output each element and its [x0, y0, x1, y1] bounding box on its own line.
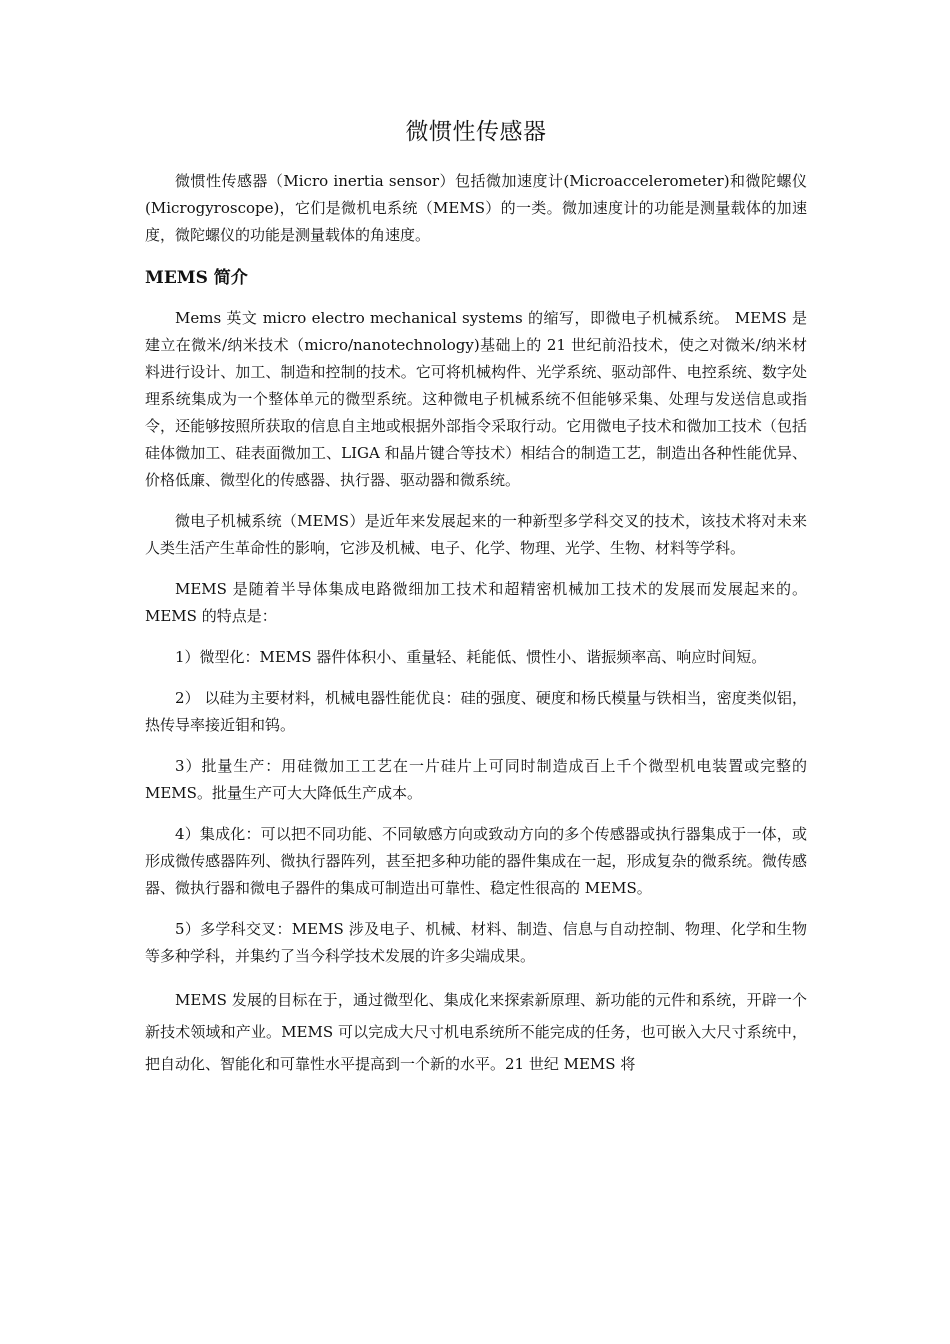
feature-item: 5）多学科交叉：MEMS 涉及电子、机械、材料、制造、信息与自动控制、物理、化学和生物等多种学科，并集约了当今科学技术发展的许多尖端成果。	[145, 920, 807, 965]
document-content	[145, 112, 807, 1094]
feature-item: 2） 以硅为主要材料，机械电器性能优良：硅的强度、硬度和杨氏模量与铁相当，密度类似铝，热传导率接近钼和钨。	[145, 689, 807, 734]
feature-item: 3）批量生产：用硅微加工工艺在一片硅片上可同时制造成百上千个微型机电装置或完整的 MEMS。批量生产可大大降低生产成本。	[145, 757, 807, 802]
body-paragraph: MEMS 发展的目标在于，通过微型化、集成化来探索新原理、新功能的元件和系统，开辟一个新技术领域和产业。MEMS 可以完成大尺寸机电系统所不能完成的任务，也可嵌入大尺寸系统中，把自动化、智能化和可靠性水平提高到一个新的水平。21 世纪 MEMS 将	[145, 991, 807, 1073]
body-paragraph: 微电子机械系统（MEMS）是近年来发展起来的一种新型多学科交叉的技术，该技术将对未来人类生活产生革命性的影响，它涉及机械、电子、化学、物理、光学、生物、材料等学科。	[145, 512, 807, 557]
body-paragraph: Mems 英文 micro electro mechanical systems 的缩写，即微电子机械系统。 MEMS 是建立在微米/纳米技术（micro/nanotechnology)基础上的 21 世纪前沿技术，使之对微米/纳米材料进行设计、加工、制造和控制的技术。它可将机械构件、光学系统、驱动部件、电控系统、数字处理系统集成为一个整体单元的微型系统。这种微电子机械系统不但能够采集、处理与发送信息或指令，还能够按照所获取的信息自主地或根据外部指令采取行动。它用微电子技术和微加工技术（包括硅体微加工、硅表面微加工、LIGA 和晶片键合等技术）相结合的制造工艺，制造出各种性能优异、价格低廉、微型化的传感器、执行器、驱动器和微系统。	[145, 309, 807, 489]
section-heading: MEMS 简介	[145, 268, 248, 288]
intro-paragraph: 微惯性传感器（Micro inertia sensor）包括微加速度计(Microaccelerometer)和微陀螺仪(Microgyroscope)，它们是微机电系统（MEMS）的一类。微加速度计的功能是测量载体的加速度，微陀螺仪的功能是测量载体的角速度。	[145, 172, 807, 244]
feature-item: 4）集成化：可以把不同功能、不同敏感方向或致动方向的多个传感器或执行器集成于一体，或形成微传感器阵列、微执行器阵列，甚至把多种功能的器件集成在一起，形成复杂的微系统。微传感器、微执行器和微电子器件的集成可制造出可靠性、稳定性很高的 MEMS。	[145, 825, 807, 897]
feature-item: 1）微型化：MEMS 器件体积小、重量轻、耗能低、惯性小、谐振频率高、响应时间短。	[175, 648, 767, 666]
body-paragraph: MEMS 是随着半导体集成电路微细加工技术和超精密机械加工技术的发展而发展起来的。MEMS 的特点是：	[145, 580, 807, 625]
document-title: 微惯性传感器	[405, 119, 547, 145]
